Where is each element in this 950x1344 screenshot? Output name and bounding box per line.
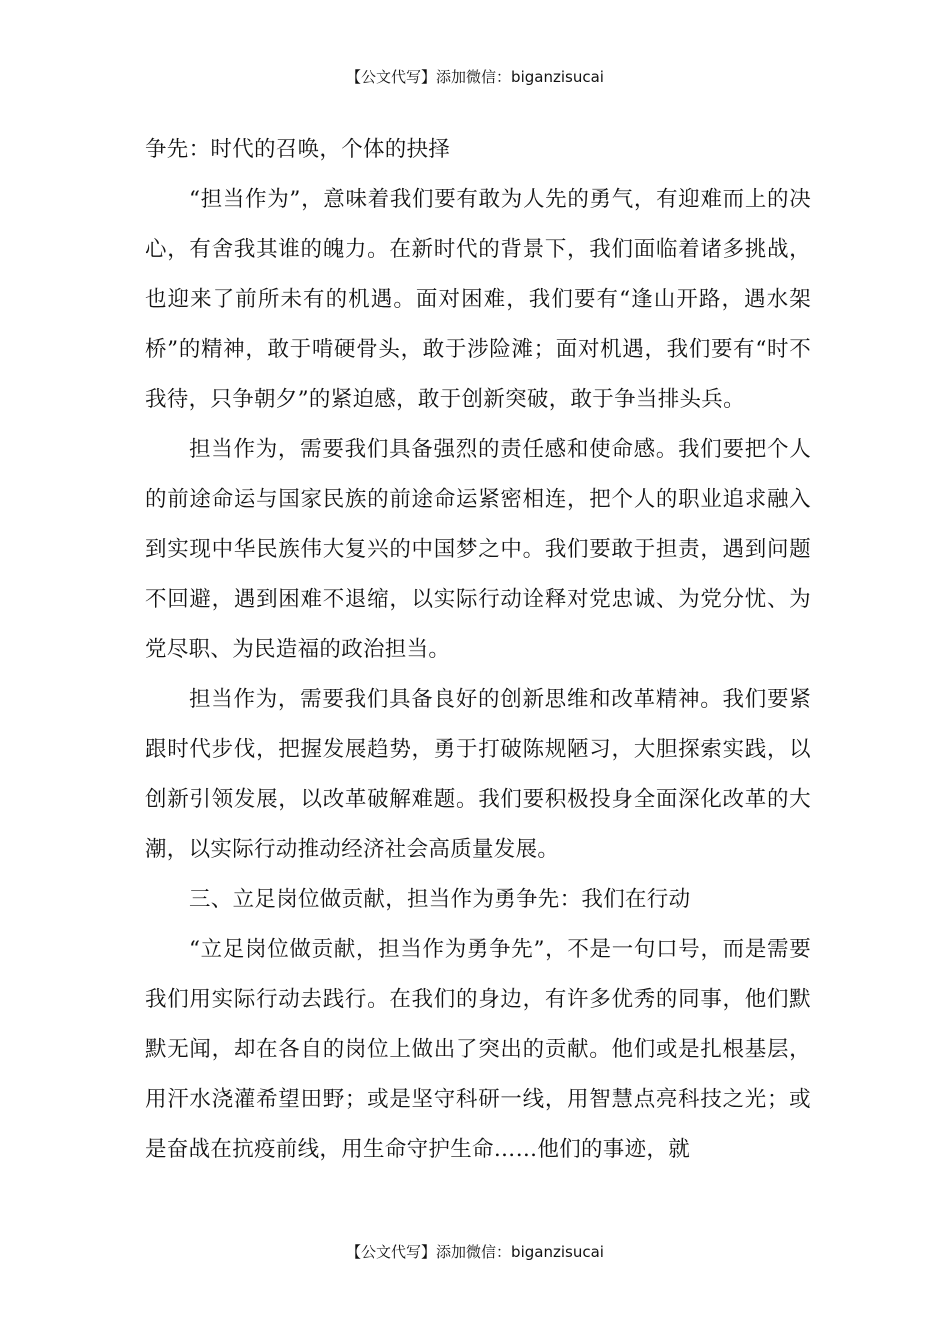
paragraph-continuation: 争先：时代的召唤，个体的抉择 [145, 137, 451, 162]
paragraph-dandang-meaning: “担当作为”，意味着我们要有敢为人先的勇气，有迎难而上的决心，有舍我其谁的魄力。在新时代的背景下，我们面临着诸多挑战，也迎来了前所未有的机遇。面对困难，我们要有“逢山开路，遇水架桥”的精神，敢于啃硬骨头，敢于涉险滩；面对机遇，我们要有“时不我待，只争朝夕”的紧迫感，敢于创新突破，敢于争当排头兵。 [145, 187, 811, 412]
section-heading-three: 三、立足岗位做贡献，担当作为勇争先：我们在行动 [189, 887, 691, 912]
paragraph-responsibility: 担当作为，需要我们具备强烈的责任感和使命感。我们要把个人的前途命运与国家民族的前途命运紧密相连，把个人的职业追求融入到实现中华民族伟大复兴的中国梦之中。我们要敢于担责，遇到问题不回避，遇到困难不退缩，以实际行动诠释对党忠诚、为党分忧、为党尽职、为民造福的政治担当。 [145, 437, 811, 662]
footer-watermark-note: 【公文代写】添加微信：biganzisucai [346, 1243, 604, 1261]
paragraph-action: “立足岗位做贡献，担当作为勇争先”，不是一句口号，而是需要我们用实际行动去践行。在我们的身边，有许多优秀的同事，他们默默无闻，却在各自的岗位上做出了突出的贡献。他们或是扎根基层，用汗水浇灌希望田野；或是坚守科研一线，用智慧点亮科技之光；或是奋战在抗疫前线，用生命守护生命……他们的事迹，就 [145, 937, 811, 1162]
paragraph-innovation: 担当作为，需要我们具备良好的创新思维和改革精神。我们要紧跟时代步伐，把握发展趋势，勇于打破陈规陋习，大胆探索实践，以创新引领发展，以改革破解难题。我们要积极投身全面深化改革的大潮，以实际行动推动经济社会高质量发展。 [145, 687, 811, 862]
document-body [145, 125, 811, 1175]
header-watermark-note: 【公文代写】添加微信：biganzisucai [346, 68, 604, 86]
